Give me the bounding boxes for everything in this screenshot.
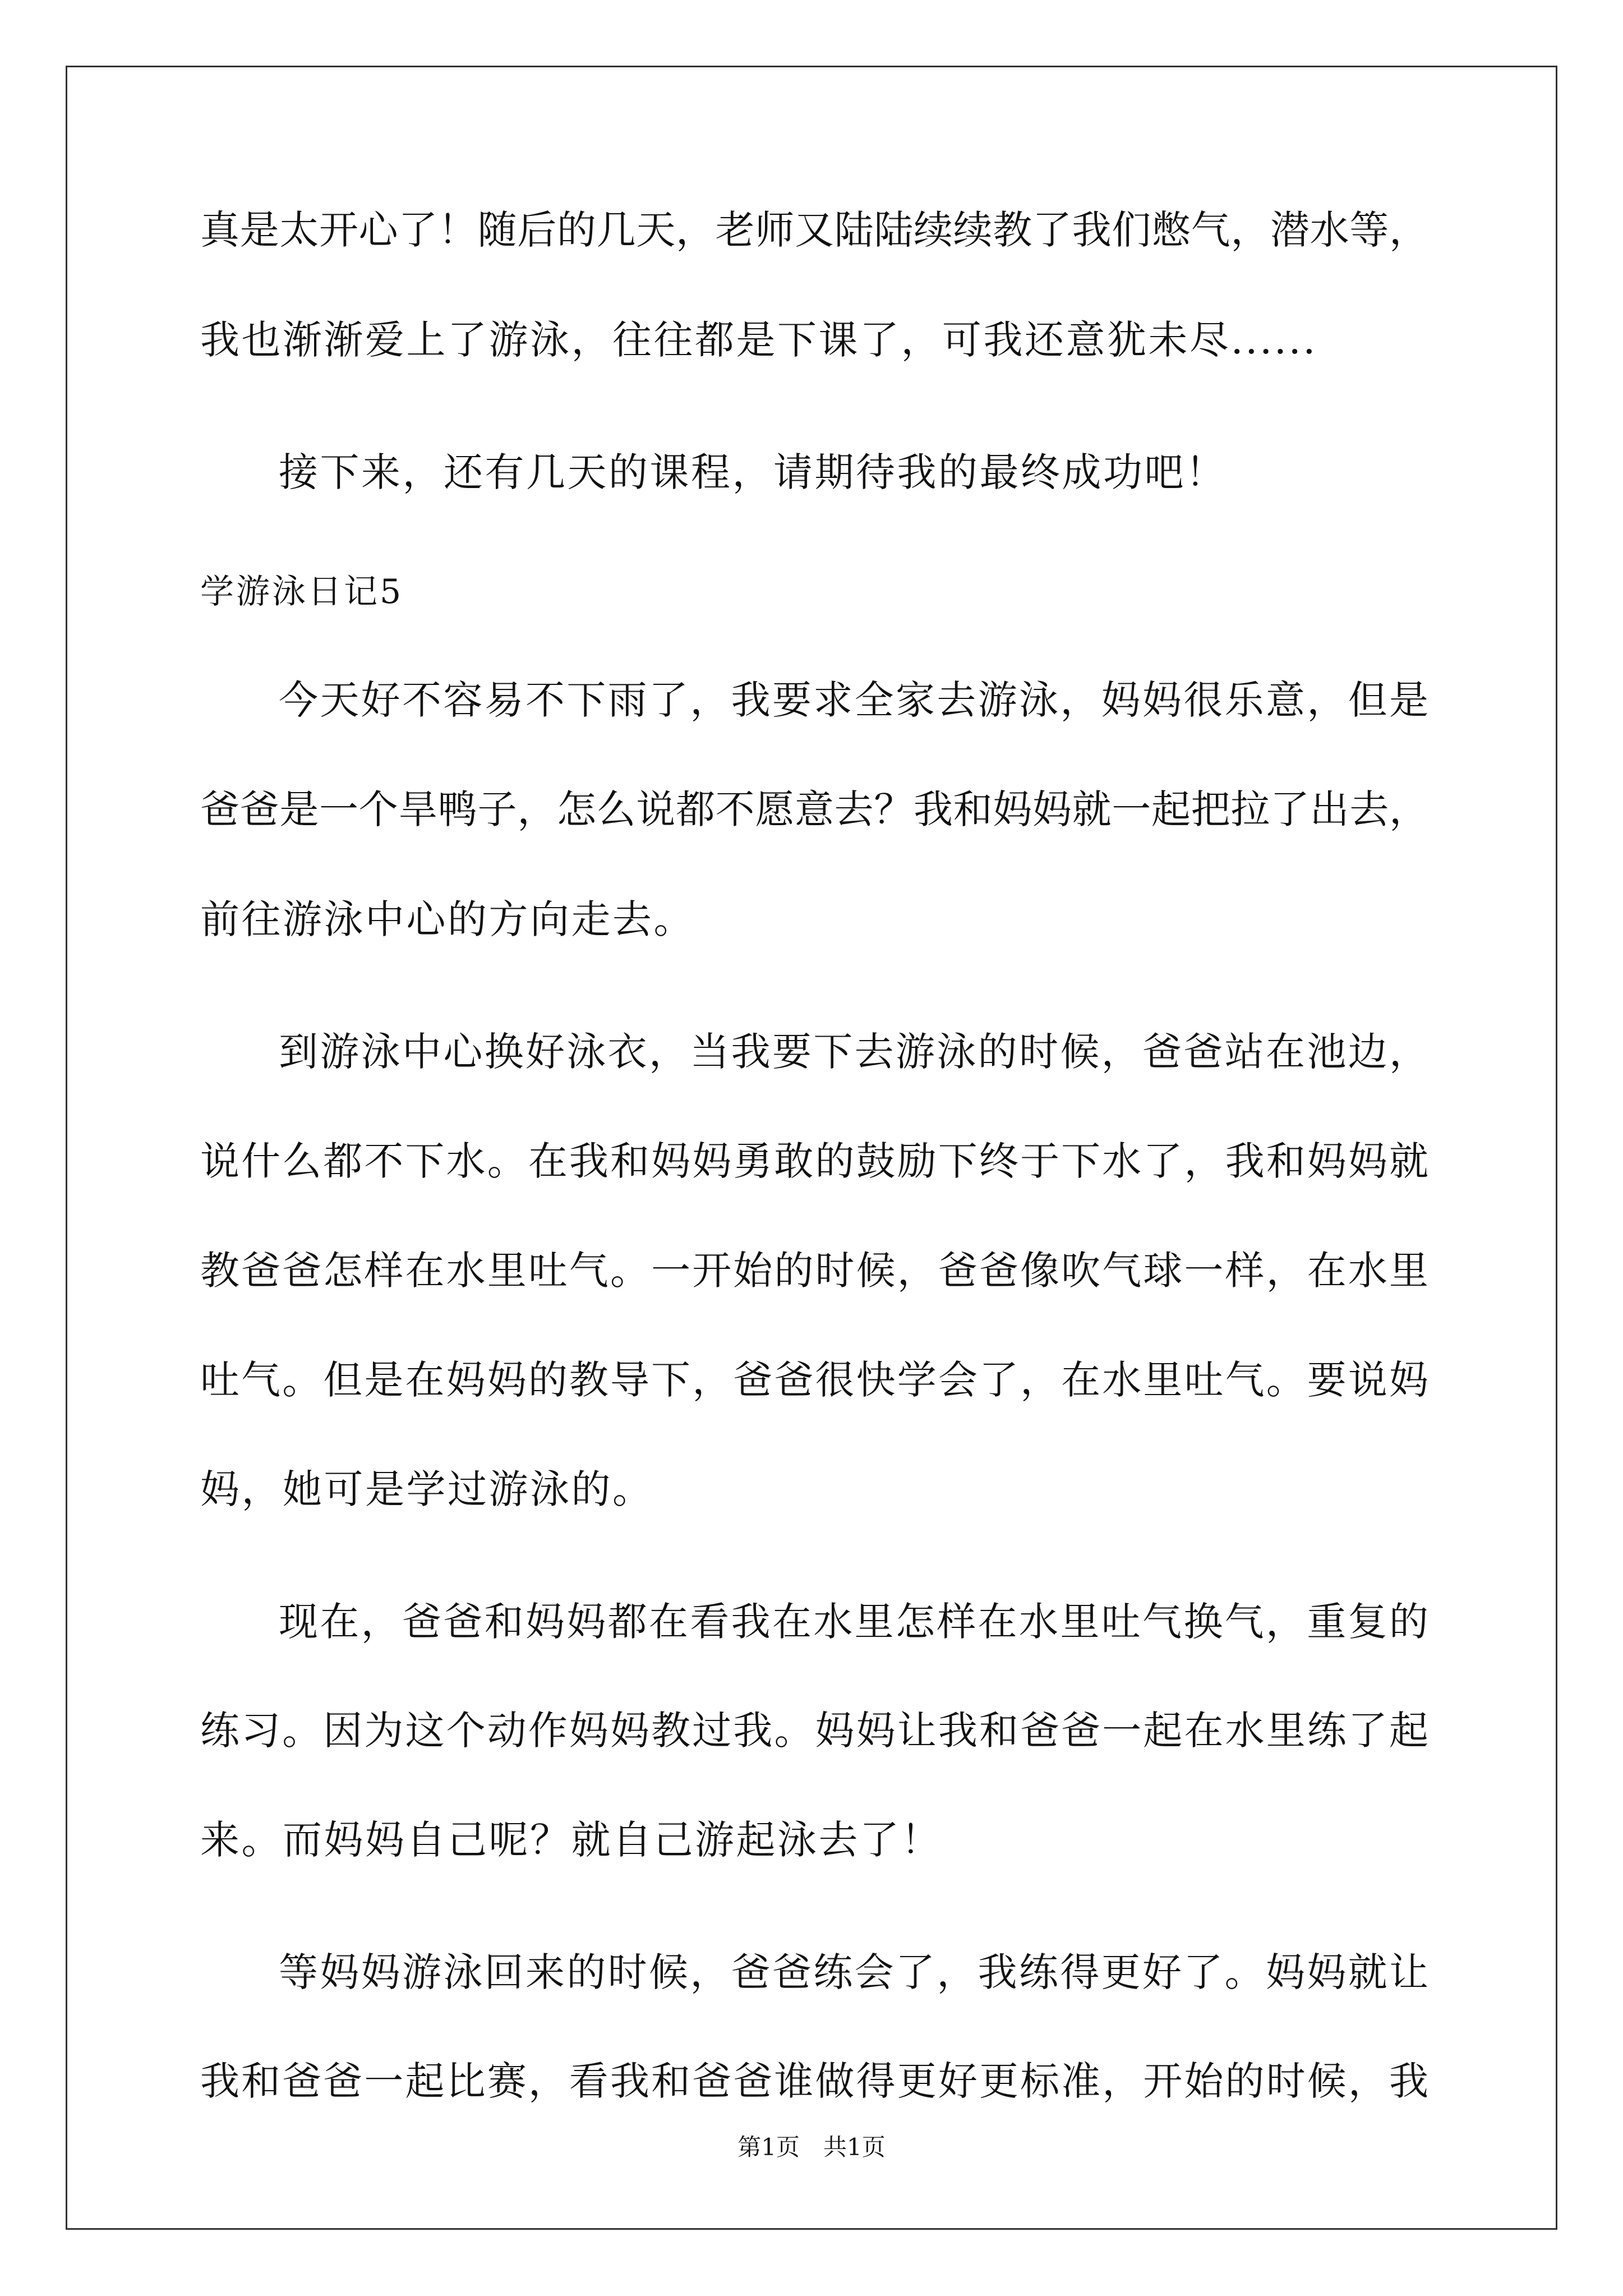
paragraph-start-line: 等妈妈游泳回来的时候，爸爸练会了，我练得更好了。妈妈就让 [279, 1949, 1428, 1995]
text-line: 吐气。但是在妈妈的教导下，爸爸很快学会了，在水里吐气。要说妈 [200, 1357, 1428, 1403]
paragraph-start-line: 接下来，还有几天的课程，请期待我的最终成功吧！ [279, 449, 1227, 495]
text-line: 爸爸是一个旱鸭子，怎么说都不愿意去？我和妈妈就一起把拉了出去， [200, 786, 1428, 832]
text-line: 真是太开心了！随后的几天，老师又陆陆续续教了我们憋气，潜水等， [200, 207, 1428, 253]
page-number-footer: 第1页 共1页 [737, 2133, 886, 2161]
text-line: 教爸爸怎样在水里吐气。一开始的时候，爸爸像吹气球一样，在水里 [200, 1248, 1428, 1294]
paragraph-start-line: 现在，爸爸和妈妈都在看我在水里怎样在水里吐气换气，重复的 [279, 1599, 1428, 1645]
text-line: 来。而妈妈自己呢？就自己游起泳去了！ [200, 1817, 942, 1863]
text-line: 我也渐渐爱上了游泳，往往都是下课了，可我还意犹未尽...... [200, 317, 1318, 363]
text-line: 练习。因为这个动作妈妈教过我。妈妈让我和爸爸一起在水里练了起 [200, 1708, 1428, 1754]
text-line: 说什么都不下水。在我和妈妈勇敢的鼓励下终于下水了，我和妈妈就 [200, 1138, 1428, 1184]
text-line: 妈，她可是学过游泳的。 [200, 1466, 654, 1512]
text-line: 我和爸爸一起比赛，看我和爸爸谁做得更好更标准，开始的时候，我 [200, 2058, 1428, 2104]
paragraph-start-line: 今天好不容易不下雨了，我要求全家去游泳，妈妈很乐意，但是 [279, 677, 1428, 723]
text-line: 前往游泳中心的方向走去。 [200, 896, 695, 942]
paragraph-start-line: 到游泳中心换好泳衣，当我要下去游泳的时候，爸爸站在池边， [279, 1029, 1428, 1075]
section-heading: 学游泳日记5 [200, 572, 404, 611]
